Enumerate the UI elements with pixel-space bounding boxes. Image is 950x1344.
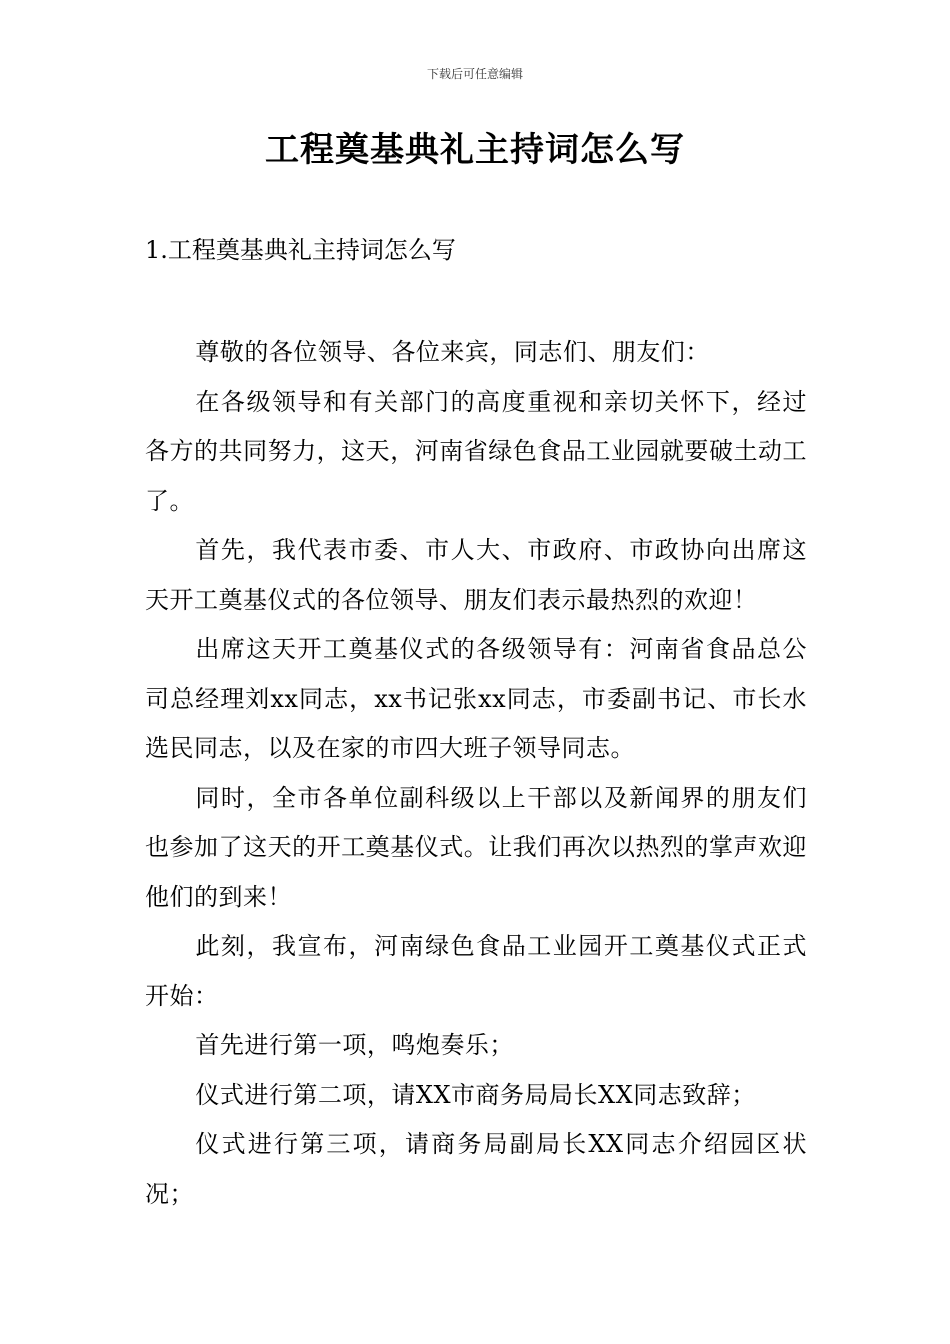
paragraph-greeting: 尊敬的各位领导、各位来宾，同志们、朋友们： — [195, 338, 710, 366]
paragraph-welcome: 首先，我代表市委、市人大、市政府、市政协向出席这天开工奠基仪式的各位领导、朋友们表示最热烈的欢迎！ — [145, 536, 807, 614]
paragraph-item-2: 仪式进行第二项，请XX市商务局局长XX同志致辞； — [195, 1080, 756, 1109]
paragraph-item-1: 首先进行第一项，鸣炮奏乐； — [195, 1031, 514, 1059]
paragraph-item-3: 仪式进行第三项，请商务局副局长XX同志介绍园区状况； — [145, 1130, 807, 1208]
paragraph-leaders: 出席这天开工奠基仪式的各级领导有：河南省食品总公司总经理刘xx同志，xx书记张xx同志，市委副书记、市长水选民同志，以及在家的市四大班子领导同志。 — [145, 635, 807, 762]
section-heading: 1.工程奠基典礼主持词怎么写 — [145, 236, 456, 264]
document-body — [145, 328, 807, 1219]
paragraph-attendees: 同时，全市各单位副科级以上干部以及新闻界的朋友们也参加了这天的开工奠基仪式。让我们再次以热烈的掌声欢迎他们的到来！ — [145, 783, 807, 911]
paragraph-announcement: 此刻，我宣布，河南绿色食品工业园开工奠基仪式正式开始： — [145, 932, 807, 1010]
paragraph-groundbreaking: 在各级领导和有关部门的高度重视和亲切关怀下，经过各方的共同努力，这天，河南省绿色食品工业园就要破土动工了。 — [145, 387, 807, 515]
header-note: 下载后可任意编辑 — [426, 67, 523, 81]
document-title: 工程奠基典礼主持词怎么写 — [265, 130, 685, 170]
